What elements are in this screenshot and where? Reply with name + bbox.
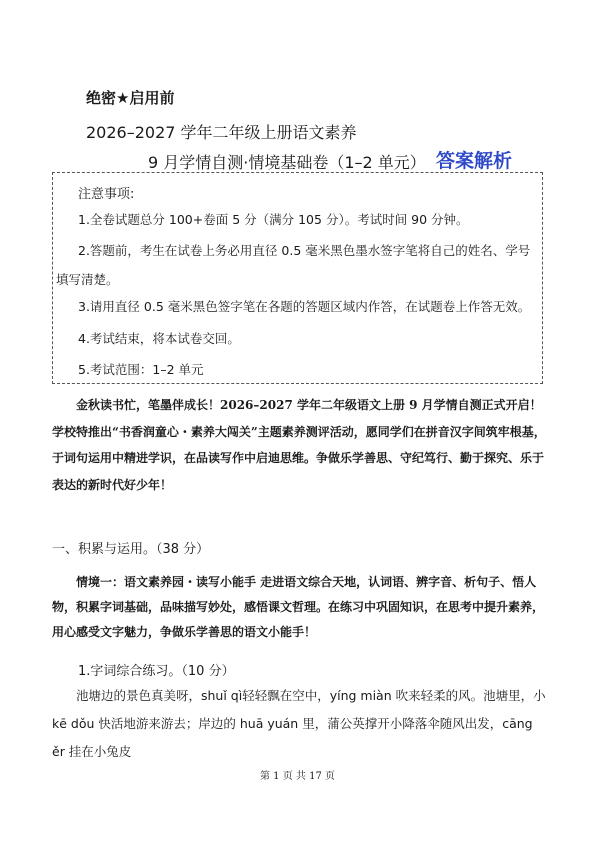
- question-text: 池塘边的景色真美呀，shuǐ qì轻轻飘在空中，yíng miàn 吹来轻柔的风。池塘里，小 kē dǒu 快活地游来游去；岸边的 huā yuán 里，蒲公英撑开小降落伞随风出发，cāng ěr 挂在小兔皮: [52, 688, 546, 759]
- notice-item: 3.请用直径 0.5 毫米黑色签字笔在各题的答题区域内作答，在试题卷上作答无效。: [78, 299, 531, 314]
- notice-item: 5.考试范围：1–2 单元: [78, 362, 204, 377]
- confidential-label: 绝密★启用前: [86, 89, 175, 107]
- exam-title-line2: 9 月学情自测·情境基础卷（1–2 单元）: [148, 153, 426, 172]
- scene-paragraph: [52, 570, 546, 645]
- question-paragraph: [52, 682, 546, 766]
- answer-analysis-tag: 答案解析: [436, 150, 513, 172]
- page-footer: 第 1 页 共 17 页: [260, 771, 335, 782]
- exam-title-line1: 2026–2027 学年二年级上册语文素养: [86, 123, 357, 142]
- notice-item: 1.全卷试题总分 100+卷面 5 分（满分 105 分）。考试时间 90 分钟。: [78, 212, 469, 227]
- intro-paragraph: [52, 392, 546, 498]
- notice-title: 注意事项:: [78, 187, 135, 202]
- scene-text: 情境一：语文素养园・读写小能手 走进语文综合天地，认词语、辨字音、析句子、悟人物，积累字词基础，品味描写妙处，感悟课文哲理。在练习中巩固知识，在思考中提升素养，用心感受文字魅力，争做乐学善思的语文小能手！: [52, 575, 545, 639]
- section-heading: 一、积累与运用。（38 分）: [52, 542, 210, 557]
- question-title: 1.字词综合练习。（10 分）: [78, 664, 235, 679]
- notice-item: 2.答题前，考生在试卷上务必用直径 0.5 毫米黑色墨水签字笔将自己的姓名、学号填写清楚。: [56, 243, 531, 287]
- intro-text: 金秋读书忙，笔墨伴成长！2026–2027 学年二年级语文上册 9 月学情自测正式开启！学校特推出“书香润童心・素养大闯关”主题素养测评活动，愿同学们在拼音汉字间筑牢根基，于词句运用中精进学识，在品读写作中启迪思维。争做乐学善思、守纪笃行、勤于探究、乐于表达的新时代好少年！: [52, 398, 546, 492]
- notice-item: 4.考试结束，将本试卷交回。: [78, 331, 240, 346]
